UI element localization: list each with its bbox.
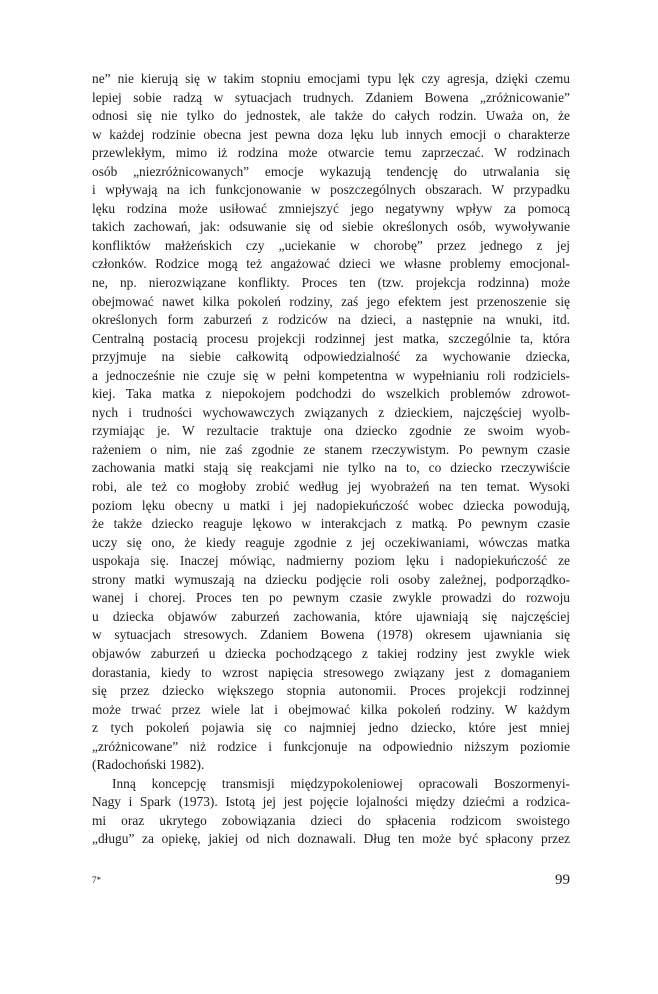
text-line: osób „niezróżnicowanych” emocje wykazują tendencję do utrwalania się xyxy=(92,163,570,179)
text-line: lęku rodzina może usiłować zmniejszyć jego negatywny wpływ za pomocą xyxy=(92,200,570,216)
text-line: członków. Rodzice mogą też angażować dzieci we własne problemy emocjonal- xyxy=(92,256,570,272)
text-line: strony matki wymuszają na dziecku podjęcie roli osoby zależnej, podporządko- xyxy=(92,571,570,587)
signature-mark: 7* xyxy=(92,875,101,885)
text-line: określonych form zaburzeń z rodziców na dzieci, a następnie na wnuki, itd. xyxy=(92,312,570,328)
text-line: uspokaja się. Inaczej mówiąc, nadmierny poziom lęku i nadopiekuńczość ze xyxy=(92,553,570,569)
text-line: obejmować nawet kilka pokoleń rodziny, zaś jego efektem jest przenoszenie się xyxy=(92,293,570,309)
text-line: Nagy i Spark (1973). Istotą jej jest pojęcie lojalności między dziećmi a rodzica- xyxy=(92,794,570,810)
text-line: „zróżnicowane” niż rodzice i funkcjonuje na odpowiednio niższym poziomie xyxy=(92,738,570,754)
text-line: u dziecka objawów zaburzeń zachowania, które ujawniają się najczęściej xyxy=(92,608,570,624)
text-line: odnosi się nie tylko do jednostek, ale także do całych rodzin. Uważa on, że xyxy=(92,108,570,124)
text-line: takich zachowań, jak: odsuwanie się od siebie określonych osób, wywoływanie xyxy=(92,219,570,235)
text-line: robi, ale też co mogłoby zrobić według jej wyobrażeń na ten temat. Wysoki xyxy=(92,479,570,495)
text-line: mi oraz ukrytego zobowiązania dzieci do spłacenia rodzicom swoistego xyxy=(92,812,570,828)
text-line: Centralną postacią procesu projekcji rodzinnej jest matka, szczególnie ta, która xyxy=(92,330,570,346)
text-line: poziom lęku obecny u matki i jej nadopiekuńczość wobec dziecka powodują, xyxy=(92,497,570,513)
text-line: nych i trudności wychowawczych związanych z dzieckiem, najczęściej wyolb- xyxy=(92,404,570,420)
text-line: przyjmuje na siebie całkowitą odpowiedzialność za wychowanie dziecka, xyxy=(92,349,570,365)
text-line: dorastania, kiedy to wzrost napięcia stresowego związany jest z domaganiem xyxy=(92,664,570,680)
text-line: wanej i chorej. Proces ten po pewnym czasie zwykle prowadzi do rozwoju xyxy=(92,590,570,606)
text-line: objawów zaburzeń u dziecka pochodzącego z takiej rodziny jest zwykle wiek xyxy=(92,645,570,661)
text-line: rażeniem o nim, nie zaś zgodnie ze stanem rzeczywistym. Po pewnym czasie xyxy=(92,441,570,457)
text-line: ne, np. nierozwiązane konflikty. Proces ten (tzw. projekcja rodzinna) może xyxy=(92,275,570,291)
text-line: się przez dziecko większego stopnia autonomii. Proces projekcji rodzinnej xyxy=(92,683,570,699)
text-line: w sytuacjach stresowych. Zdaniem Bowena (1978) okresem ujawniania się xyxy=(92,627,570,643)
page-number: 99 xyxy=(555,872,570,888)
text-line: a jednocześnie nie czuje się w pełni kompetentna w wypełnianiu roli rodziciels- xyxy=(92,367,570,383)
text-line: lepiej sobie radzą w sytuacjach trudnych. Zdaniem Bowena „zróżnicowanie” xyxy=(92,89,570,105)
text-line: „długu” za opiekę, jakiej od nich doznawali. Dług ten może być spłacony przez xyxy=(92,831,570,847)
text-line: i wpływają na ich funkcjonowanie w poszczególnych obszarach. W przypadku xyxy=(92,182,570,198)
text-line: uczy się ono, że kiedy reaguje zgodnie z jej oczekiwaniami, wówczas matka xyxy=(92,534,570,550)
text-line: zachowania matki stają się reakcjami nie tylko na to, co dziecko rzeczywiście xyxy=(92,460,570,476)
body-text xyxy=(92,70,570,849)
text-line: konfliktów małżeńskich czy „uciekanie w chorobę” przez jednego z jej xyxy=(92,237,570,253)
text-line: kiej. Taka matka z niepokojem podchodzi do wszelkich problemów zdrowot- xyxy=(92,386,570,402)
text-line: ne” nie kierują się w takim stopniu emocjami typu lęk czy agresja, dzięki czemu xyxy=(92,71,570,86)
text-line: Inną koncepcję transmisji międzypokoleniowej opracowali Boszormenyi- xyxy=(112,775,570,791)
text-line: w każdej rodzinie obecna jest pewna doza lęku lub innych emocji o charakterze xyxy=(92,126,570,142)
text-line: (Radochoński 1982). xyxy=(92,757,205,773)
text-line: że także dziecko reaguje lękowo w interakcjach z matką. Po pewnym czasie xyxy=(92,516,570,532)
page-footer xyxy=(92,872,570,892)
text-line: z tych pokoleń pojawia się co najmniej jedno dziecko, które jest mniej xyxy=(92,720,570,736)
text-line: może trwać przez wiele lat i obejmować kilka pokoleń rodziny. W każdym xyxy=(92,701,570,717)
text-line: przewlekłym, mimo iż rodzina może otwarcie temu zaprzeczać. W rodzinach xyxy=(92,145,570,161)
text-line: rzymiając je. W rezultacie traktuje ona dziecko zgodnie ze swoim wyob- xyxy=(92,423,570,439)
